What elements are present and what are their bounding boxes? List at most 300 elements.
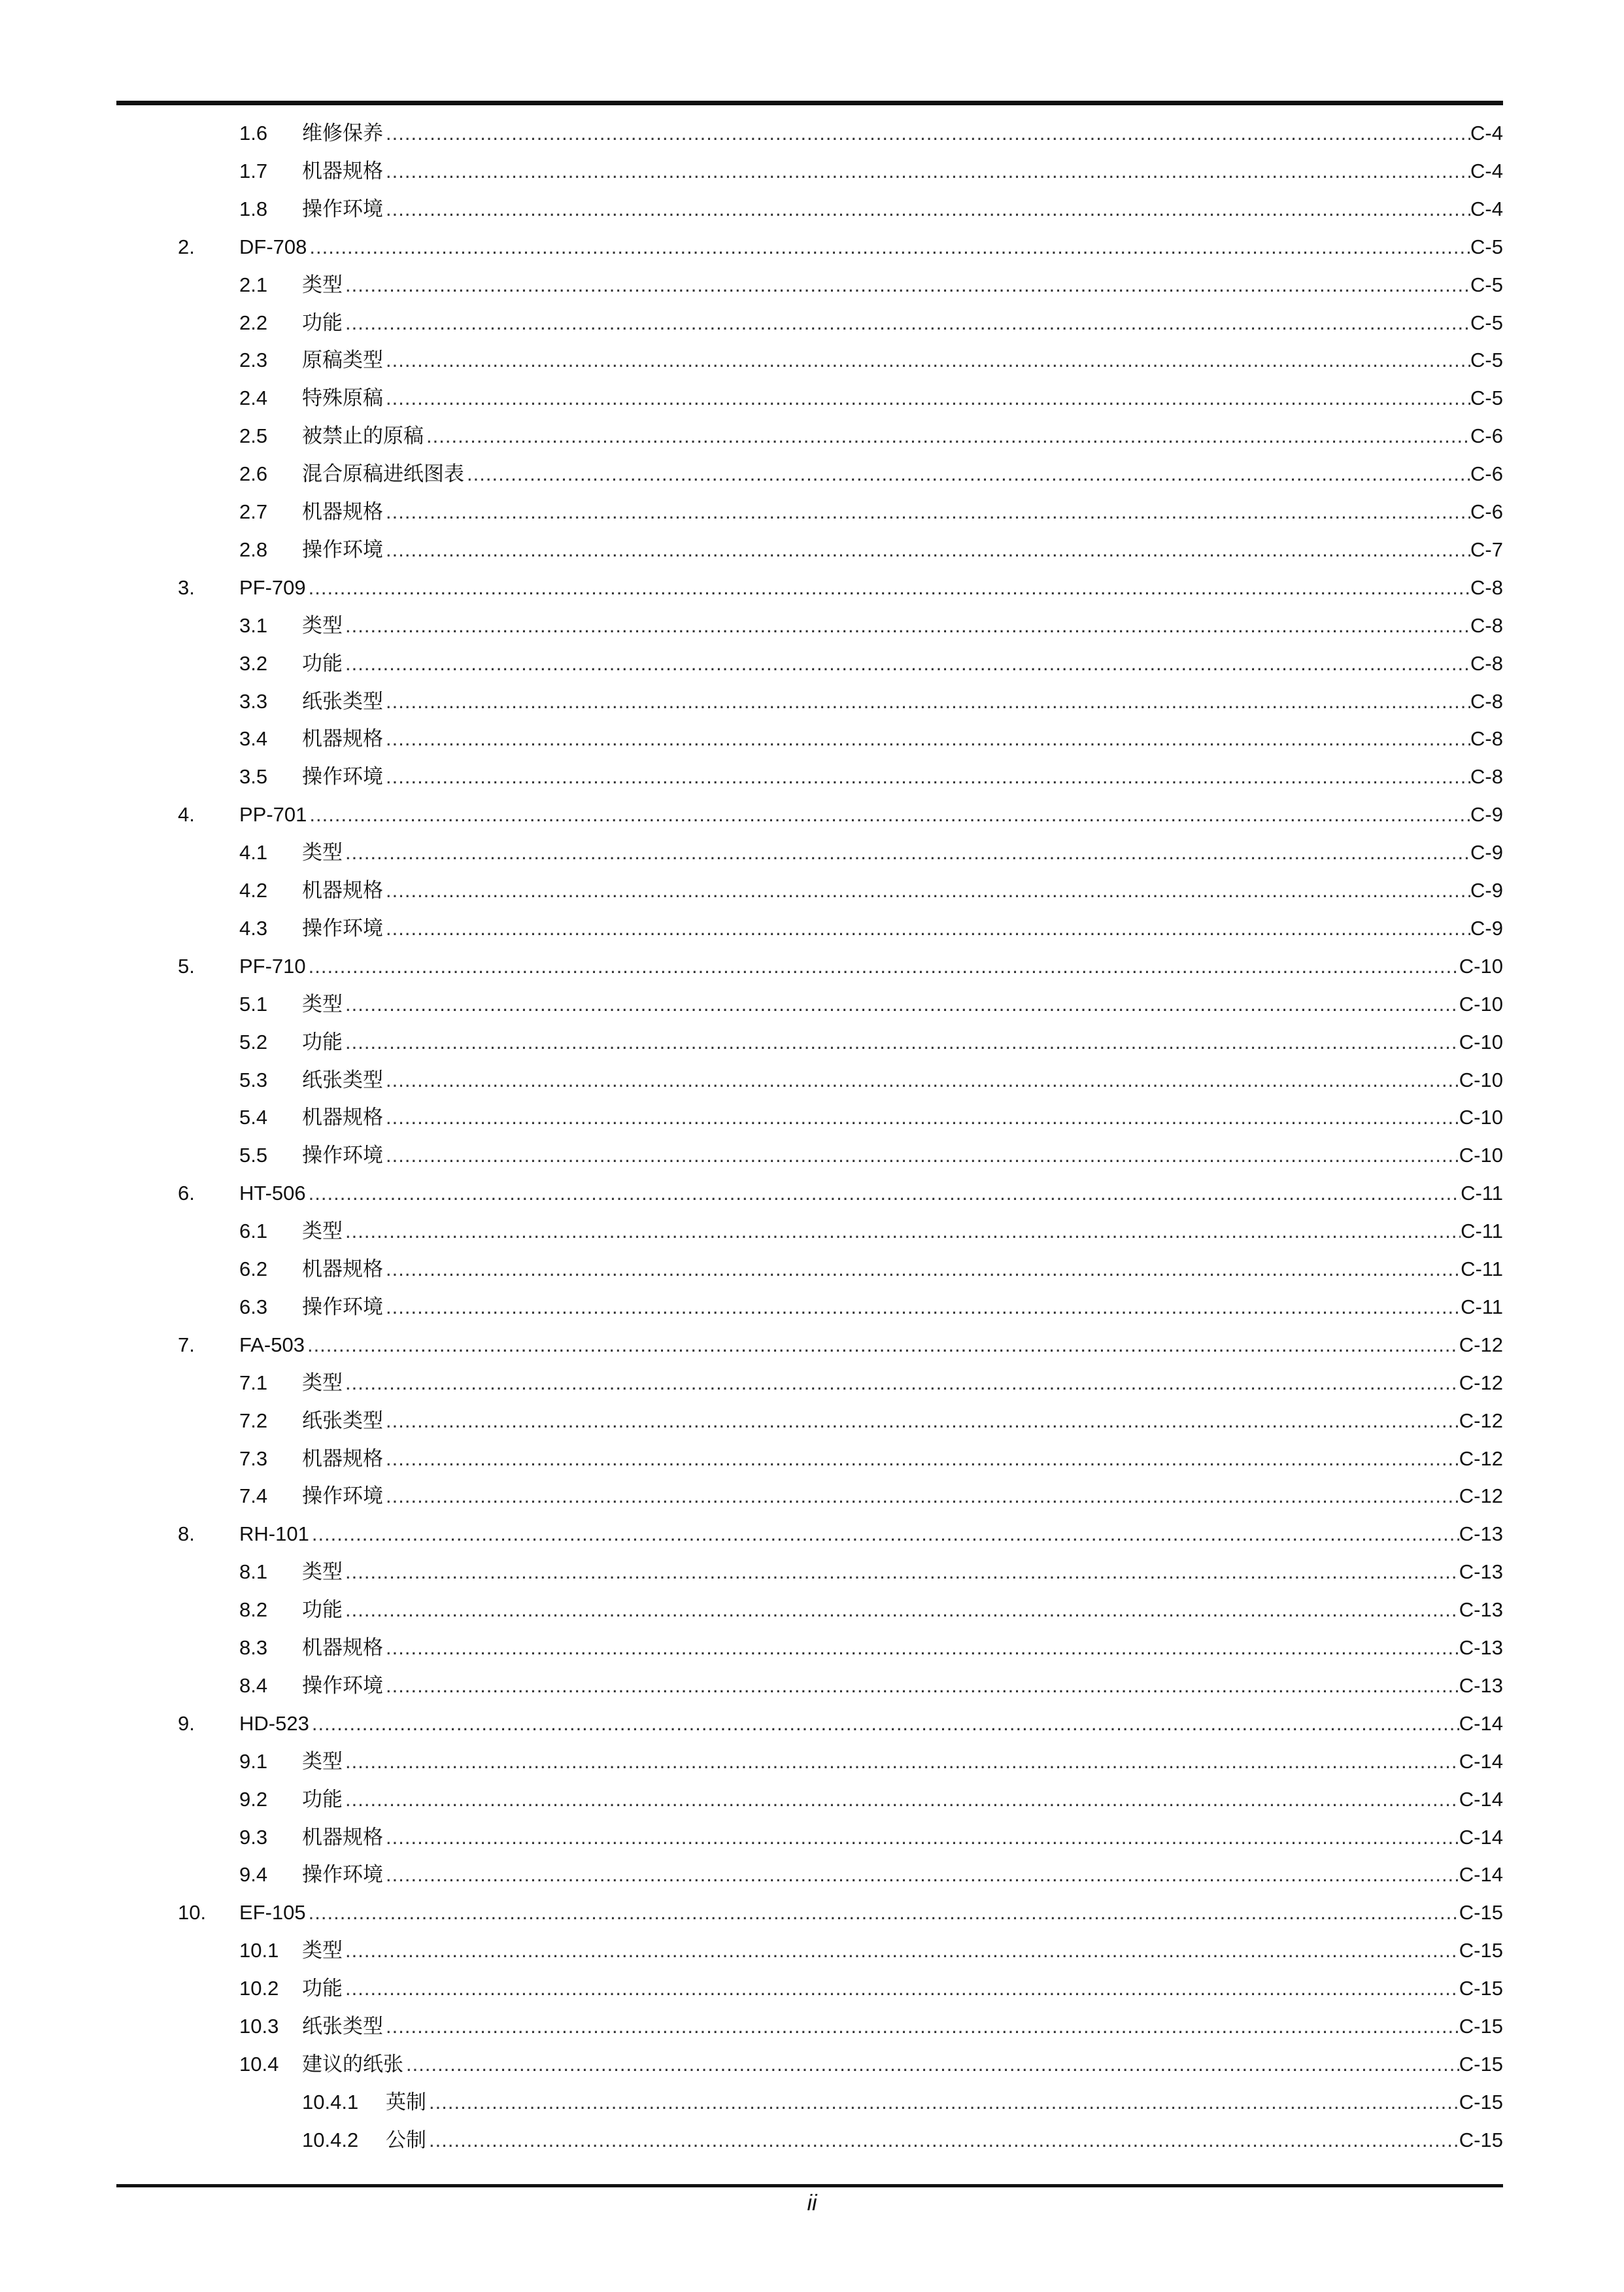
dot-leader (383, 1291, 1461, 1324)
toc-entry-number: 2.7 (239, 500, 268, 523)
dot-leader (383, 1480, 1459, 1513)
toc-entry-number: 5.4 (239, 1106, 268, 1129)
dot-leader (383, 1064, 1459, 1097)
toc-entry-title: 纸张类型 (302, 689, 383, 713)
toc-entry[interactable] (0, 1518, 1624, 1550)
toc-entry-page: C-11 (1461, 1295, 1503, 1318)
toc-entry-title: 特殊原稿 (302, 386, 383, 410)
toc-entry-body (302, 1594, 1503, 1626)
toc-entry[interactable] (0, 1632, 1624, 1664)
dot-leader (383, 534, 1470, 566)
toc-entry-number: 7.1 (239, 1371, 268, 1394)
dot-leader (343, 1745, 1459, 1778)
dot-leader (383, 496, 1470, 528)
toc-entry-body (302, 1480, 1503, 1513)
toc-entry-number: 10.1 (239, 1939, 279, 1962)
dot-leader (343, 1972, 1459, 2005)
toc-entry-number: 1.8 (239, 197, 268, 220)
toc-entry[interactable] (0, 1443, 1624, 1475)
toc-entry-page: C-14 (1459, 1749, 1503, 1773)
toc-entry-number: 10.4 (239, 2052, 279, 2076)
toc-entry[interactable] (0, 836, 1624, 869)
toc-entry[interactable] (0, 231, 1624, 264)
toc-entry[interactable] (0, 117, 1624, 150)
dot-leader (306, 1896, 1459, 1929)
toc-entry-title: 功能 (302, 1598, 343, 1622)
toc-entry-body (302, 269, 1503, 301)
toc-entry-page: C-9 (1470, 803, 1503, 827)
dot-leader (426, 2124, 1459, 2157)
toc-entry[interactable] (0, 647, 1624, 680)
toc-entry[interactable] (0, 155, 1624, 188)
toc-entry-page: C-8 (1470, 689, 1503, 713)
toc-entry[interactable] (0, 1291, 1624, 1324)
toc-entry-page: C-15 (1459, 1939, 1503, 1962)
toc-entry-page: C-13 (1459, 1598, 1503, 1622)
toc-entry[interactable] (0, 1745, 1624, 1778)
dot-leader (343, 1026, 1459, 1059)
toc-entry-body (302, 420, 1503, 453)
toc-entry[interactable] (0, 1139, 1624, 1172)
dot-leader (383, 1632, 1459, 1664)
dot-leader (343, 988, 1459, 1021)
toc-entry-page: C-4 (1470, 122, 1503, 145)
toc-entry-number: 10.3 (239, 2015, 279, 2038)
dot-leader (426, 2086, 1459, 2119)
toc-entry-body (239, 231, 1503, 264)
toc-entry[interactable] (0, 534, 1624, 566)
toc-entry-title: 类型 (302, 273, 343, 296)
toc-entry-page: C-5 (1470, 386, 1503, 410)
dot-leader (307, 798, 1470, 831)
toc-entry-title: RH-101 (239, 1522, 309, 1546)
toc-entry-page: C-12 (1459, 1409, 1503, 1432)
dot-leader (383, 723, 1470, 755)
toc-entry-title: 功能 (302, 1787, 343, 1811)
toc-entry-body (239, 1707, 1503, 1740)
toc-entry-title: 机器规格 (302, 727, 383, 751)
toc-entry-number: 8.1 (239, 1560, 268, 1584)
toc-entry-page: C-8 (1470, 575, 1503, 599)
toc-entry-body (302, 723, 1503, 755)
toc-entry-body (302, 1443, 1503, 1475)
toc-entry[interactable] (0, 988, 1624, 1021)
dot-leader (343, 1215, 1461, 1248)
toc-entry-number: 2.5 (239, 424, 268, 448)
toc-entry-title: 纸张类型 (302, 1068, 383, 1091)
dot-leader (309, 1707, 1459, 1740)
toc-entry-title: 操作环境 (302, 765, 383, 789)
toc-entry-number: 1.6 (239, 122, 268, 145)
toc-entry-title: 操作环境 (302, 538, 383, 561)
toc-entry-body (302, 2010, 1503, 2043)
dot-leader (383, 874, 1470, 907)
toc-entry-title: 机器规格 (302, 879, 383, 902)
toc-entry-body (302, 1783, 1503, 1816)
toc-entry-title: 机器规格 (302, 1106, 383, 1129)
toc-entry[interactable] (0, 458, 1624, 490)
toc-entry-number: 4.1 (239, 841, 268, 864)
dot-leader (403, 2048, 1459, 2081)
toc-entry-page: C-9 (1470, 841, 1503, 864)
toc-entry-title: PF-709 (239, 575, 306, 599)
toc-entry[interactable] (0, 798, 1624, 831)
toc-entry-number: 3.5 (239, 765, 268, 789)
toc-entry-page: C-15 (1459, 1901, 1503, 1924)
toc-entry-number: 2. (178, 235, 195, 258)
toc-entry-title: 操作环境 (302, 916, 383, 940)
toc-entry-title: 被禁止的原稿 (302, 424, 424, 448)
toc-entry-number: 9. (178, 1711, 195, 1735)
toc-entry-body (302, 534, 1503, 566)
toc-entry-page: C-10 (1459, 954, 1503, 978)
toc-entry[interactable] (0, 1783, 1624, 1816)
toc-entry-title: 机器规格 (302, 1636, 383, 1659)
dot-leader (383, 155, 1470, 188)
toc-entry-number: 3.3 (239, 689, 268, 713)
toc-entry-title: 类型 (302, 1939, 343, 1962)
dot-leader (383, 344, 1470, 377)
toc-entry-body (302, 193, 1503, 226)
toc-entry-body (302, 1821, 1503, 1854)
dot-leader (306, 572, 1470, 604)
toc-entry-page: C-10 (1459, 1106, 1503, 1129)
toc-entry-page: C-12 (1459, 1484, 1503, 1508)
toc-entry-number: 4.2 (239, 879, 268, 902)
toc-entry-page: C-14 (1459, 1825, 1503, 1849)
toc-entry-body (386, 2086, 1503, 2119)
toc-entry-number: 8. (178, 1522, 195, 1546)
toc-entry-body (302, 1858, 1503, 1891)
toc-entry-title: 纸张类型 (302, 1409, 383, 1432)
toc-entry[interactable] (0, 1215, 1624, 1248)
toc-entry[interactable] (0, 572, 1624, 604)
toc-entry-body (239, 1177, 1503, 1210)
toc-entry[interactable] (0, 1064, 1624, 1097)
toc-entry-body (302, 647, 1503, 680)
toc-entry[interactable] (0, 912, 1624, 945)
toc-entry-page: C-6 (1470, 424, 1503, 448)
dot-leader (343, 269, 1470, 301)
toc-entry-title: 功能 (302, 1977, 343, 2000)
toc-entry[interactable] (0, 1480, 1624, 1513)
toc-entry-body (302, 155, 1503, 188)
toc-entry-title: 功能 (302, 1030, 343, 1053)
toc-entry-page: C-11 (1461, 1257, 1503, 1280)
toc-entry-body (302, 1291, 1503, 1324)
dot-leader (343, 1367, 1459, 1399)
dot-leader (383, 193, 1470, 226)
dot-leader (306, 1177, 1461, 1210)
toc-entry[interactable] (0, 1101, 1624, 1134)
toc-entry[interactable] (0, 1177, 1624, 1210)
toc-entry-body (302, 609, 1503, 642)
toc-entry-number: 10.4.2 (302, 2128, 359, 2151)
dot-leader (306, 950, 1459, 983)
toc-entry-body (302, 1405, 1503, 1437)
toc-entry-page: C-9 (1470, 916, 1503, 940)
toc-entry-body (239, 1896, 1503, 1929)
dot-leader (343, 647, 1470, 680)
toc-entry-title: 操作环境 (302, 1144, 383, 1167)
toc-entry[interactable] (0, 307, 1624, 339)
toc-entry-page: C-15 (1459, 2052, 1503, 2076)
toc-entry[interactable] (0, 1253, 1624, 1286)
toc-entry[interactable] (0, 420, 1624, 453)
dot-leader (343, 307, 1470, 339)
toc-entry-body (302, 1253, 1503, 1286)
toc-entry-title: 操作环境 (302, 1484, 383, 1508)
toc-entry[interactable] (0, 382, 1624, 415)
toc-entry-title: 功能 (302, 311, 343, 334)
toc-entry-number: 2.8 (239, 538, 268, 561)
toc-entry-body (302, 307, 1503, 339)
dot-leader (464, 458, 1470, 490)
dot-leader (383, 1669, 1459, 1702)
toc-entry[interactable] (0, 1329, 1624, 1361)
toc-entry[interactable] (0, 2086, 1624, 2119)
toc-entry-title: 操作环境 (302, 197, 383, 220)
toc-entry[interactable] (0, 685, 1624, 718)
dot-leader (343, 836, 1470, 869)
toc-entry-number: 2.4 (239, 386, 268, 410)
toc-entry-page: C-4 (1470, 197, 1503, 220)
toc-entry-title: PP-701 (239, 803, 307, 827)
toc-entry-number: 9.3 (239, 1825, 268, 1849)
toc-entry[interactable] (0, 1821, 1624, 1854)
toc-entry-body (239, 950, 1503, 983)
dot-leader (424, 420, 1470, 453)
toc-entry-body (302, 761, 1503, 793)
toc-entry-page: C-5 (1470, 273, 1503, 296)
toc-entry-number: 3.2 (239, 651, 268, 675)
toc-entry[interactable] (0, 1026, 1624, 1059)
toc-entry-page: C-8 (1470, 651, 1503, 675)
toc-entry-page: C-15 (1459, 1977, 1503, 2000)
toc-entry-body (302, 1632, 1503, 1664)
toc-entry-number: 5.2 (239, 1030, 268, 1053)
dot-leader (305, 1329, 1459, 1361)
toc-entry-page: C-4 (1470, 159, 1503, 182)
toc-entry[interactable] (0, 950, 1624, 983)
toc-entry[interactable] (0, 1934, 1624, 1967)
toc-entry-page: C-10 (1459, 1144, 1503, 1167)
footer-rule (116, 2184, 1503, 2187)
toc-entry-title: 操作环境 (302, 1295, 383, 1318)
toc-entry-number: 10.4.1 (302, 2090, 359, 2113)
dot-leader (383, 1443, 1459, 1475)
toc-entry-title: 功能 (302, 651, 343, 675)
toc-entry-number: 6.3 (239, 1295, 268, 1318)
dot-leader (309, 1518, 1459, 1550)
toc-entry-number: 9.1 (239, 1749, 268, 1773)
toc-entry[interactable] (0, 723, 1624, 755)
toc-entry[interactable] (0, 269, 1624, 301)
toc-entry-title: 纸张类型 (302, 2015, 383, 2038)
toc-entry-title: 操作环境 (302, 1863, 383, 1887)
toc-entry[interactable] (0, 2048, 1624, 2081)
toc-entry-page: C-13 (1459, 1560, 1503, 1584)
toc-entry-page: C-12 (1459, 1371, 1503, 1394)
toc-entry-body (302, 382, 1503, 415)
toc-entry-title: 类型 (302, 841, 343, 864)
toc-entry-number: 3.4 (239, 727, 268, 751)
toc-entry-body (239, 1329, 1503, 1361)
toc-entry-title: PF-710 (239, 954, 306, 978)
dot-leader (383, 1101, 1459, 1134)
toc-entry-number: 9.4 (239, 1863, 268, 1887)
toc-entry-page: C-5 (1470, 349, 1503, 372)
toc-entry-number: 10.2 (239, 1977, 279, 2000)
toc-entry-page: C-13 (1459, 1636, 1503, 1659)
toc-entry-body (302, 1215, 1503, 1248)
toc-entry-page: C-7 (1470, 538, 1503, 561)
toc-entry-body (302, 1556, 1503, 1588)
toc-entry-page: C-13 (1459, 1522, 1503, 1546)
toc-entry-page: C-15 (1459, 2128, 1503, 2151)
toc-entry-body (302, 1934, 1503, 1967)
toc-entry[interactable] (0, 193, 1624, 226)
toc-entry[interactable] (0, 1972, 1624, 2005)
toc-entry-title: 类型 (302, 1749, 343, 1773)
toc-entry-body (239, 798, 1503, 831)
toc-entry-body (302, 1101, 1503, 1134)
toc-entry-number: 3.1 (239, 613, 268, 637)
toc-entry-number: 6.1 (239, 1220, 268, 1243)
toc-entry-page: C-15 (1459, 2015, 1503, 2038)
toc-entry[interactable] (0, 1367, 1624, 1399)
toc-entry[interactable] (0, 761, 1624, 793)
toc-entry-title: 维修保养 (302, 122, 383, 145)
toc-entry-page: C-11 (1461, 1220, 1503, 1243)
toc-entry[interactable] (0, 1556, 1624, 1588)
toc-entry-number: 8.3 (239, 1636, 268, 1659)
toc-entry-title: 机器规格 (302, 1446, 383, 1470)
toc-entry-page: C-13 (1459, 1673, 1503, 1697)
toc-entry-page: C-10 (1459, 1030, 1503, 1053)
dot-leader (307, 231, 1470, 264)
dot-leader (383, 1821, 1459, 1854)
toc-entry-title: 类型 (302, 1371, 343, 1394)
toc-entry-number: 2.6 (239, 462, 268, 486)
toc-entry-number: 1.7 (239, 159, 268, 182)
toc-entry-page: C-5 (1470, 311, 1503, 334)
dot-leader (343, 1594, 1459, 1626)
toc-entry-number: 4.3 (239, 916, 268, 940)
toc-entry-body (302, 1972, 1503, 2005)
toc-entry-body (239, 1518, 1503, 1550)
toc-entry-body (302, 496, 1503, 528)
toc-entry[interactable] (0, 2124, 1624, 2157)
page-number: ii (807, 2191, 817, 2215)
toc-entry-body (302, 1367, 1503, 1399)
toc-entry-number: 7.3 (239, 1446, 268, 1470)
toc-entry-body (302, 344, 1503, 377)
toc-entry-number: 7.4 (239, 1484, 268, 1508)
toc-entry-number: 3. (178, 575, 195, 599)
toc-entry-number: 2.3 (239, 349, 268, 372)
toc-entry[interactable] (0, 344, 1624, 377)
toc-entry[interactable] (0, 2010, 1624, 2043)
toc-entry-page: C-11 (1461, 1182, 1503, 1205)
toc-entry-body (302, 1139, 1503, 1172)
toc-entry-page: C-14 (1459, 1863, 1503, 1887)
dot-leader (383, 382, 1470, 415)
toc-entry-page: C-8 (1470, 765, 1503, 789)
toc-entry[interactable] (0, 1405, 1624, 1437)
toc-entry-body (302, 874, 1503, 907)
toc-entry-title: FA-503 (239, 1333, 305, 1356)
toc-entry-page: C-8 (1470, 727, 1503, 751)
toc-entry[interactable] (0, 1669, 1624, 1702)
dot-leader (383, 761, 1470, 793)
toc-entry-number: 4. (178, 803, 195, 827)
toc-entry[interactable] (0, 496, 1624, 528)
toc-entry-title: 英制 (386, 2090, 426, 2113)
toc-entry-number: 8.4 (239, 1673, 268, 1697)
toc-entry-body (302, 685, 1503, 718)
toc-entry-page: C-6 (1470, 500, 1503, 523)
toc-entry-number: 2.2 (239, 311, 268, 334)
toc-entry[interactable] (0, 874, 1624, 907)
dot-leader (343, 1934, 1459, 1967)
toc-entry-page: C-9 (1470, 879, 1503, 902)
toc-entry-number: 9.2 (239, 1787, 268, 1811)
toc-entry[interactable] (0, 1858, 1624, 1891)
toc-entry-number: 5.5 (239, 1144, 268, 1167)
toc-entry-number: 10. (178, 1901, 207, 1924)
toc-entry-body (239, 572, 1503, 604)
toc-entry-page: C-14 (1459, 1787, 1503, 1811)
toc-entry-body (302, 1064, 1503, 1097)
dot-leader (383, 912, 1470, 945)
toc-entry-body (302, 836, 1503, 869)
toc-entry[interactable] (0, 1594, 1624, 1626)
dot-leader (383, 1858, 1459, 1891)
toc-entry-body (302, 1026, 1503, 1059)
toc-entry-body (302, 1669, 1503, 1702)
toc-entry-title: DF-708 (239, 235, 307, 258)
toc-entry-number: 2.1 (239, 273, 268, 296)
dot-leader (383, 117, 1470, 150)
toc-entry-title: 类型 (302, 1220, 343, 1243)
dot-leader (343, 1556, 1459, 1588)
toc-entry-title: 原稿类型 (302, 349, 383, 372)
toc-entry-page: C-10 (1459, 992, 1503, 1016)
toc-entry-body (302, 1745, 1503, 1778)
toc-entry-title: 类型 (302, 992, 343, 1016)
toc-entry[interactable] (0, 609, 1624, 642)
toc-entry-page: C-10 (1459, 1068, 1503, 1091)
toc-entry-number: 5.1 (239, 992, 268, 1016)
toc-entry-number: 6. (178, 1182, 195, 1205)
toc-entry-body (302, 988, 1503, 1021)
toc-entry-title: 公制 (386, 2128, 426, 2151)
toc-entry-title: 机器规格 (302, 500, 383, 523)
toc-entry[interactable] (0, 1896, 1624, 1929)
toc-entry[interactable] (0, 1707, 1624, 1740)
toc-entry-body (302, 458, 1503, 490)
toc-entry-title: HT-506 (239, 1182, 306, 1205)
toc-entry-title: 类型 (302, 613, 343, 637)
dot-leader (383, 685, 1470, 718)
toc-entry-title: 建议的纸张 (302, 2052, 403, 2076)
toc-entry-page: C-12 (1459, 1446, 1503, 1470)
toc-entry-page: C-15 (1459, 2090, 1503, 2113)
toc-entry-page: C-14 (1459, 1711, 1503, 1735)
toc-entry-title: 机器规格 (302, 1825, 383, 1849)
toc-entry-title: 机器规格 (302, 159, 383, 182)
